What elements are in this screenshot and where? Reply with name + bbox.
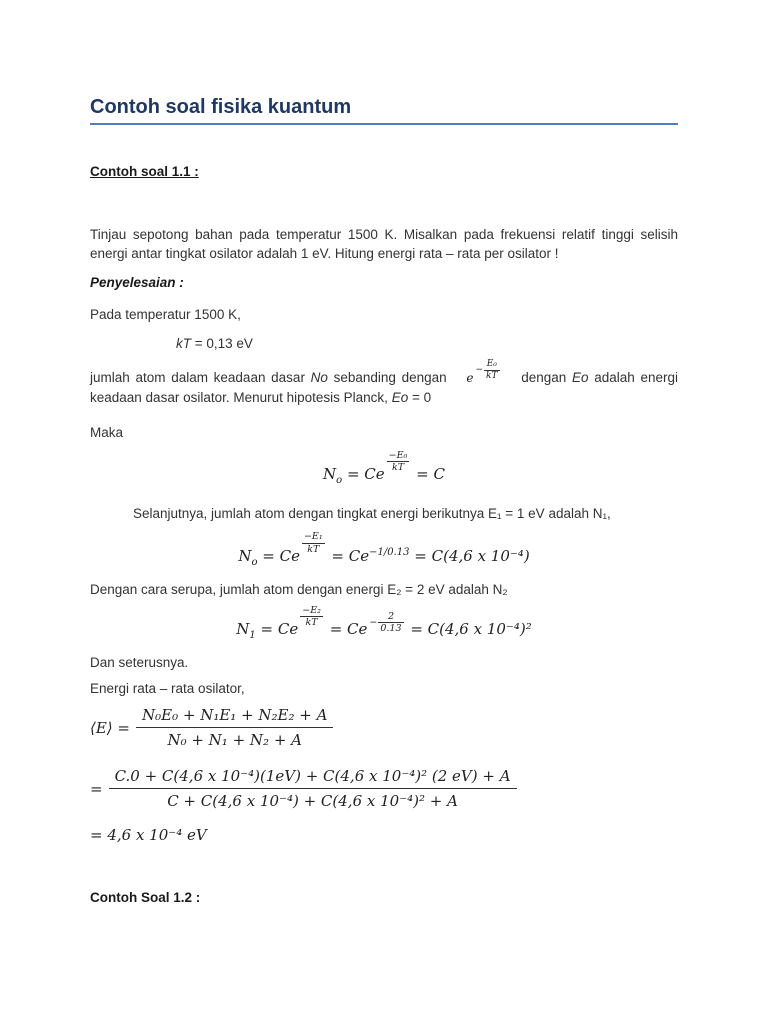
text-part: sebanding dengan (327, 369, 447, 385)
eq-tail: = C(4,6 x 10⁻⁴)² (405, 620, 532, 639)
line-etc: Dan seterusnya. (90, 655, 189, 671)
exp-denominator: kT (307, 543, 320, 555)
equation-average (90, 706, 678, 749)
exp-denominator: kT (486, 370, 498, 381)
equation-n0 (90, 450, 678, 486)
exp-denominator: 0.13 (380, 623, 402, 635)
eq-base: N (323, 465, 337, 484)
text-part: dengan (521, 369, 572, 385)
eq-base: N (238, 546, 252, 565)
eq-tail: = C(4,6 x 10⁻⁴) (409, 546, 530, 565)
equation-result (90, 826, 678, 845)
fraction-denominator: N₀ + N₁ + N₂ + A (167, 731, 302, 750)
eq-lhs: ⟨E⟩ = (90, 718, 130, 737)
line-maka: Maka (90, 424, 124, 440)
line-similar: Dengan cara serupa, jumlah atom dengan energi E₂ = 2 eV adalah N₂ (90, 581, 508, 597)
solution-heading: Penyelesaian : (90, 275, 184, 290)
eq-mid2: = Ce (326, 546, 370, 565)
section-heading-1-1: Contoh soal 1.1 : (90, 164, 199, 179)
eq-mid: = Ce (257, 546, 300, 565)
title-rule (90, 123, 678, 125)
text-part: adalah energi keadaan dasar osilator. Menurut hipotesis Planck, (90, 369, 678, 405)
paragraph-ground-state (90, 359, 678, 407)
eq-mid: = Ce (342, 465, 385, 484)
text-part: = 0 (408, 389, 432, 405)
line-next-level: Selanjutnya, jumlah atom dengan tingkat energi berikutnya E₁ = 1 eV adalah N₁, (133, 506, 611, 522)
exp-base: e (466, 370, 474, 385)
line-temperature: Pada temperatur 1500 K, (90, 307, 241, 322)
fraction-numerator: N₀E₀ + N₁E₁ + N₂E₂ + A (136, 706, 333, 728)
equation-n2 (90, 605, 678, 641)
exp-sign: − (369, 617, 378, 629)
problem-paragraph: Tinjau sepotong bahan pada temperatur 1500 K. Misalkan pada frekuensi relatif tinggi selisih energi antar tingkat osilator adalah 1 eV. Hitung energi rata – rata per osilator ! (90, 227, 678, 261)
inline-exponential (466, 359, 501, 385)
eq-base-sub: 1 (249, 630, 256, 642)
kt-var: kT (176, 336, 191, 351)
exp-denominator: kT (305, 617, 318, 629)
eq-mid: = Ce (255, 620, 299, 639)
section-heading-1-2: Contoh Soal 1.2 : (90, 890, 201, 906)
kt-rest: = 0,13 eV (191, 336, 253, 351)
eq-base-sub: o (336, 475, 343, 487)
var-eo: Eo (572, 369, 589, 385)
text-part: jumlah atom dalam keadaan dasar (90, 369, 311, 385)
exp-numerator: E₀ (484, 359, 499, 371)
exp-numerator: −E₁ (303, 531, 323, 543)
line-avg-energy: Energi rata – rata osilator, (90, 681, 245, 697)
document-title: Contoh soal fisika kuantum (90, 96, 352, 118)
eq-tail: = C (411, 465, 445, 484)
result-value: = 4,6 x 10⁻⁴ eV (90, 826, 207, 845)
fraction-denominator: C + C(4,6 x 10⁻⁴) + C(4,6 x 10⁻⁴)² + A (167, 792, 458, 811)
var-no: No (310, 369, 328, 385)
fraction-numerator: C.0 + C(4,6 x 10⁻⁴)(1eV) + C(4,6 x 10⁻⁴)² (2 eV) + A (109, 767, 517, 789)
exp-denominator: kT (391, 462, 405, 474)
eq-lhs: = (90, 779, 103, 798)
exp-numerator: 2 (378, 611, 403, 623)
exp-sign: − (475, 364, 484, 375)
kt-equation (176, 334, 678, 353)
eq-mid2: = Ce (324, 620, 368, 639)
equation-n1 (90, 531, 678, 567)
var-eo: Eo (391, 389, 409, 405)
eq-base: N (236, 620, 250, 639)
equation-substitution (90, 767, 678, 810)
eq-base-sub: o (251, 556, 258, 568)
exp-numerator: −E₂ (302, 604, 321, 616)
exp-numerator: −E₀ (388, 449, 408, 461)
exp-inline: −1/0.13 (369, 546, 410, 558)
